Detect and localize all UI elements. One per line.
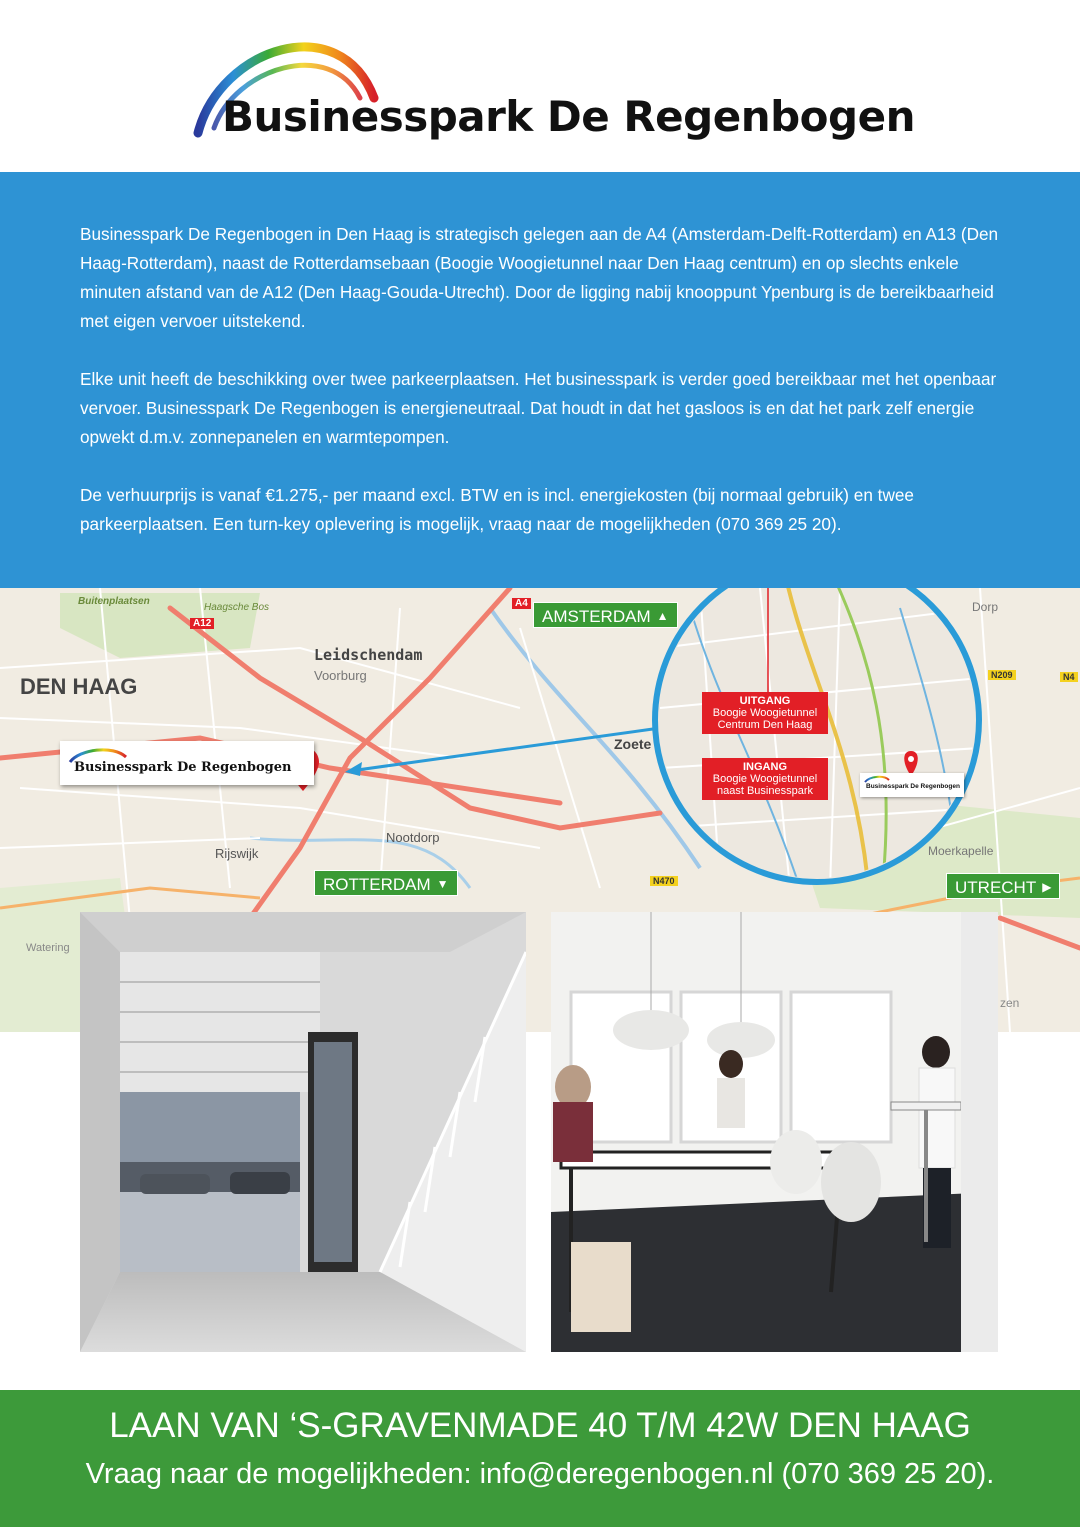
map-brand-card — [60, 741, 314, 785]
exit-title: UITGANG — [739, 695, 791, 707]
garage-unit-photo — [80, 912, 526, 1352]
map-label-den-haag: DEN HAAG — [20, 674, 138, 699]
header — [0, 0, 1080, 172]
entrance-title: INGANG — [743, 761, 787, 773]
road-shield-n209: N209 — [988, 670, 1016, 680]
intro-paragraph: Elke unit heeft de beschikking over twee parkeerplaatsen. Het businesspark is verder goed bereikbaar met het openbaar vervoer. Businesspark De Regenbogen is energieneutraal. Dat houdt in dat het gasloos is en dat het park zelf energie opwekt d.m.v. zonnepanelen en warmtepompen. — [80, 369, 997, 447]
triangle-up-icon: ▲ — [656, 609, 669, 623]
direction-tag-amsterdam — [533, 602, 678, 628]
map-brand-card-small — [860, 773, 964, 797]
exit-line: Boogie Woogietunnel — [712, 707, 818, 719]
office-interior-photo — [551, 912, 998, 1352]
entrance-line: naast Businesspark — [717, 785, 813, 797]
map-label-moerkapelle: Moerkapelle — [928, 844, 994, 858]
exit-box — [702, 692, 828, 734]
exit-line: Centrum Den Haag — [717, 719, 813, 731]
map-label-leidschendam: Leidschendam — [314, 646, 423, 664]
road-shield-n470: N470 — [650, 876, 678, 886]
intro-paragraph: De verhuurprijs is vanaf €1.275,- per maand excl. BTW en is incl. energiekosten (bij normaal gebruik) en twee parkeerplaatsen. Een turn-key oplevering is mogelijk, vraag naar de mogelijkheden (070 369 25 20). — [80, 485, 914, 534]
footer-contact: Vraag naar de mogelijkheden: info@deregenbogen.nl (070 369 25 20). — [85, 1458, 995, 1490]
direction-label: AMSTERDAM — [542, 607, 651, 626]
footer — [0, 1390, 1080, 1527]
intro-section — [0, 172, 1080, 588]
map-label-dorp: Dorp — [972, 600, 999, 614]
intro-paragraph: Businesspark De Regenbogen in Den Haag is strategisch gelegen aan de A4 (Amsterdam-Delft-Rotterdam) en A13 (Den Haag-Rotterdam), naast de Rotterdamsebaan (Boogie Woogietunnel naar Den Haag centrum) en op slechts enkele minuten afstand van de A12 (Den Haag-Gouda-Utrecht). Door de ligging nabij knooppunt Ypenburg is de bereikbaarheid met eigen vervoer uitstekend. — [80, 224, 999, 331]
rainbow-arc-icon — [864, 775, 890, 783]
map-label-zoeter: Zoete — [614, 736, 652, 752]
map-label-buitenplaatsen: Buitenplaatsen — [78, 596, 150, 607]
brand-name: Businesspark De Regenbogen — [222, 92, 915, 141]
road-shield-a12: A12 — [190, 618, 214, 629]
direction-tag-rotterdam — [314, 870, 458, 896]
map-label-voorburg: Voorburg — [314, 668, 367, 683]
entrance-line: Boogie Woogietunnel — [712, 773, 818, 785]
map-brand-name: Businesspark De Regenbogen — [74, 760, 292, 775]
map-label-nootdorp: Nootdorp — [386, 830, 440, 845]
road-shield-a4: A4 — [512, 598, 531, 609]
map-label-haagsche-bos: Haagsche Bos — [204, 602, 270, 613]
direction-label: ROTTERDAM — [323, 875, 431, 894]
map-label-zen: zen — [1000, 996, 1020, 1010]
triangle-down-icon: ▼ — [436, 877, 449, 891]
map-label-rijswijk: Rijswijk — [215, 846, 259, 861]
footer-address: LAAN VAN ‘S-GRAVENMADE 40 T/M 42W DEN HAAG — [109, 1406, 971, 1445]
triangle-right-icon: ▶ — [1042, 880, 1052, 894]
road-shield-n4: N4 — [1060, 672, 1078, 682]
direction-tag-utrecht — [946, 873, 1060, 899]
map-label-wateringen: Watering — [26, 942, 70, 954]
entrance-box — [702, 758, 828, 800]
map-brand-name-small: Businesspark De Regenbogen — [866, 783, 960, 790]
direction-label: UTRECHT — [955, 878, 1037, 897]
